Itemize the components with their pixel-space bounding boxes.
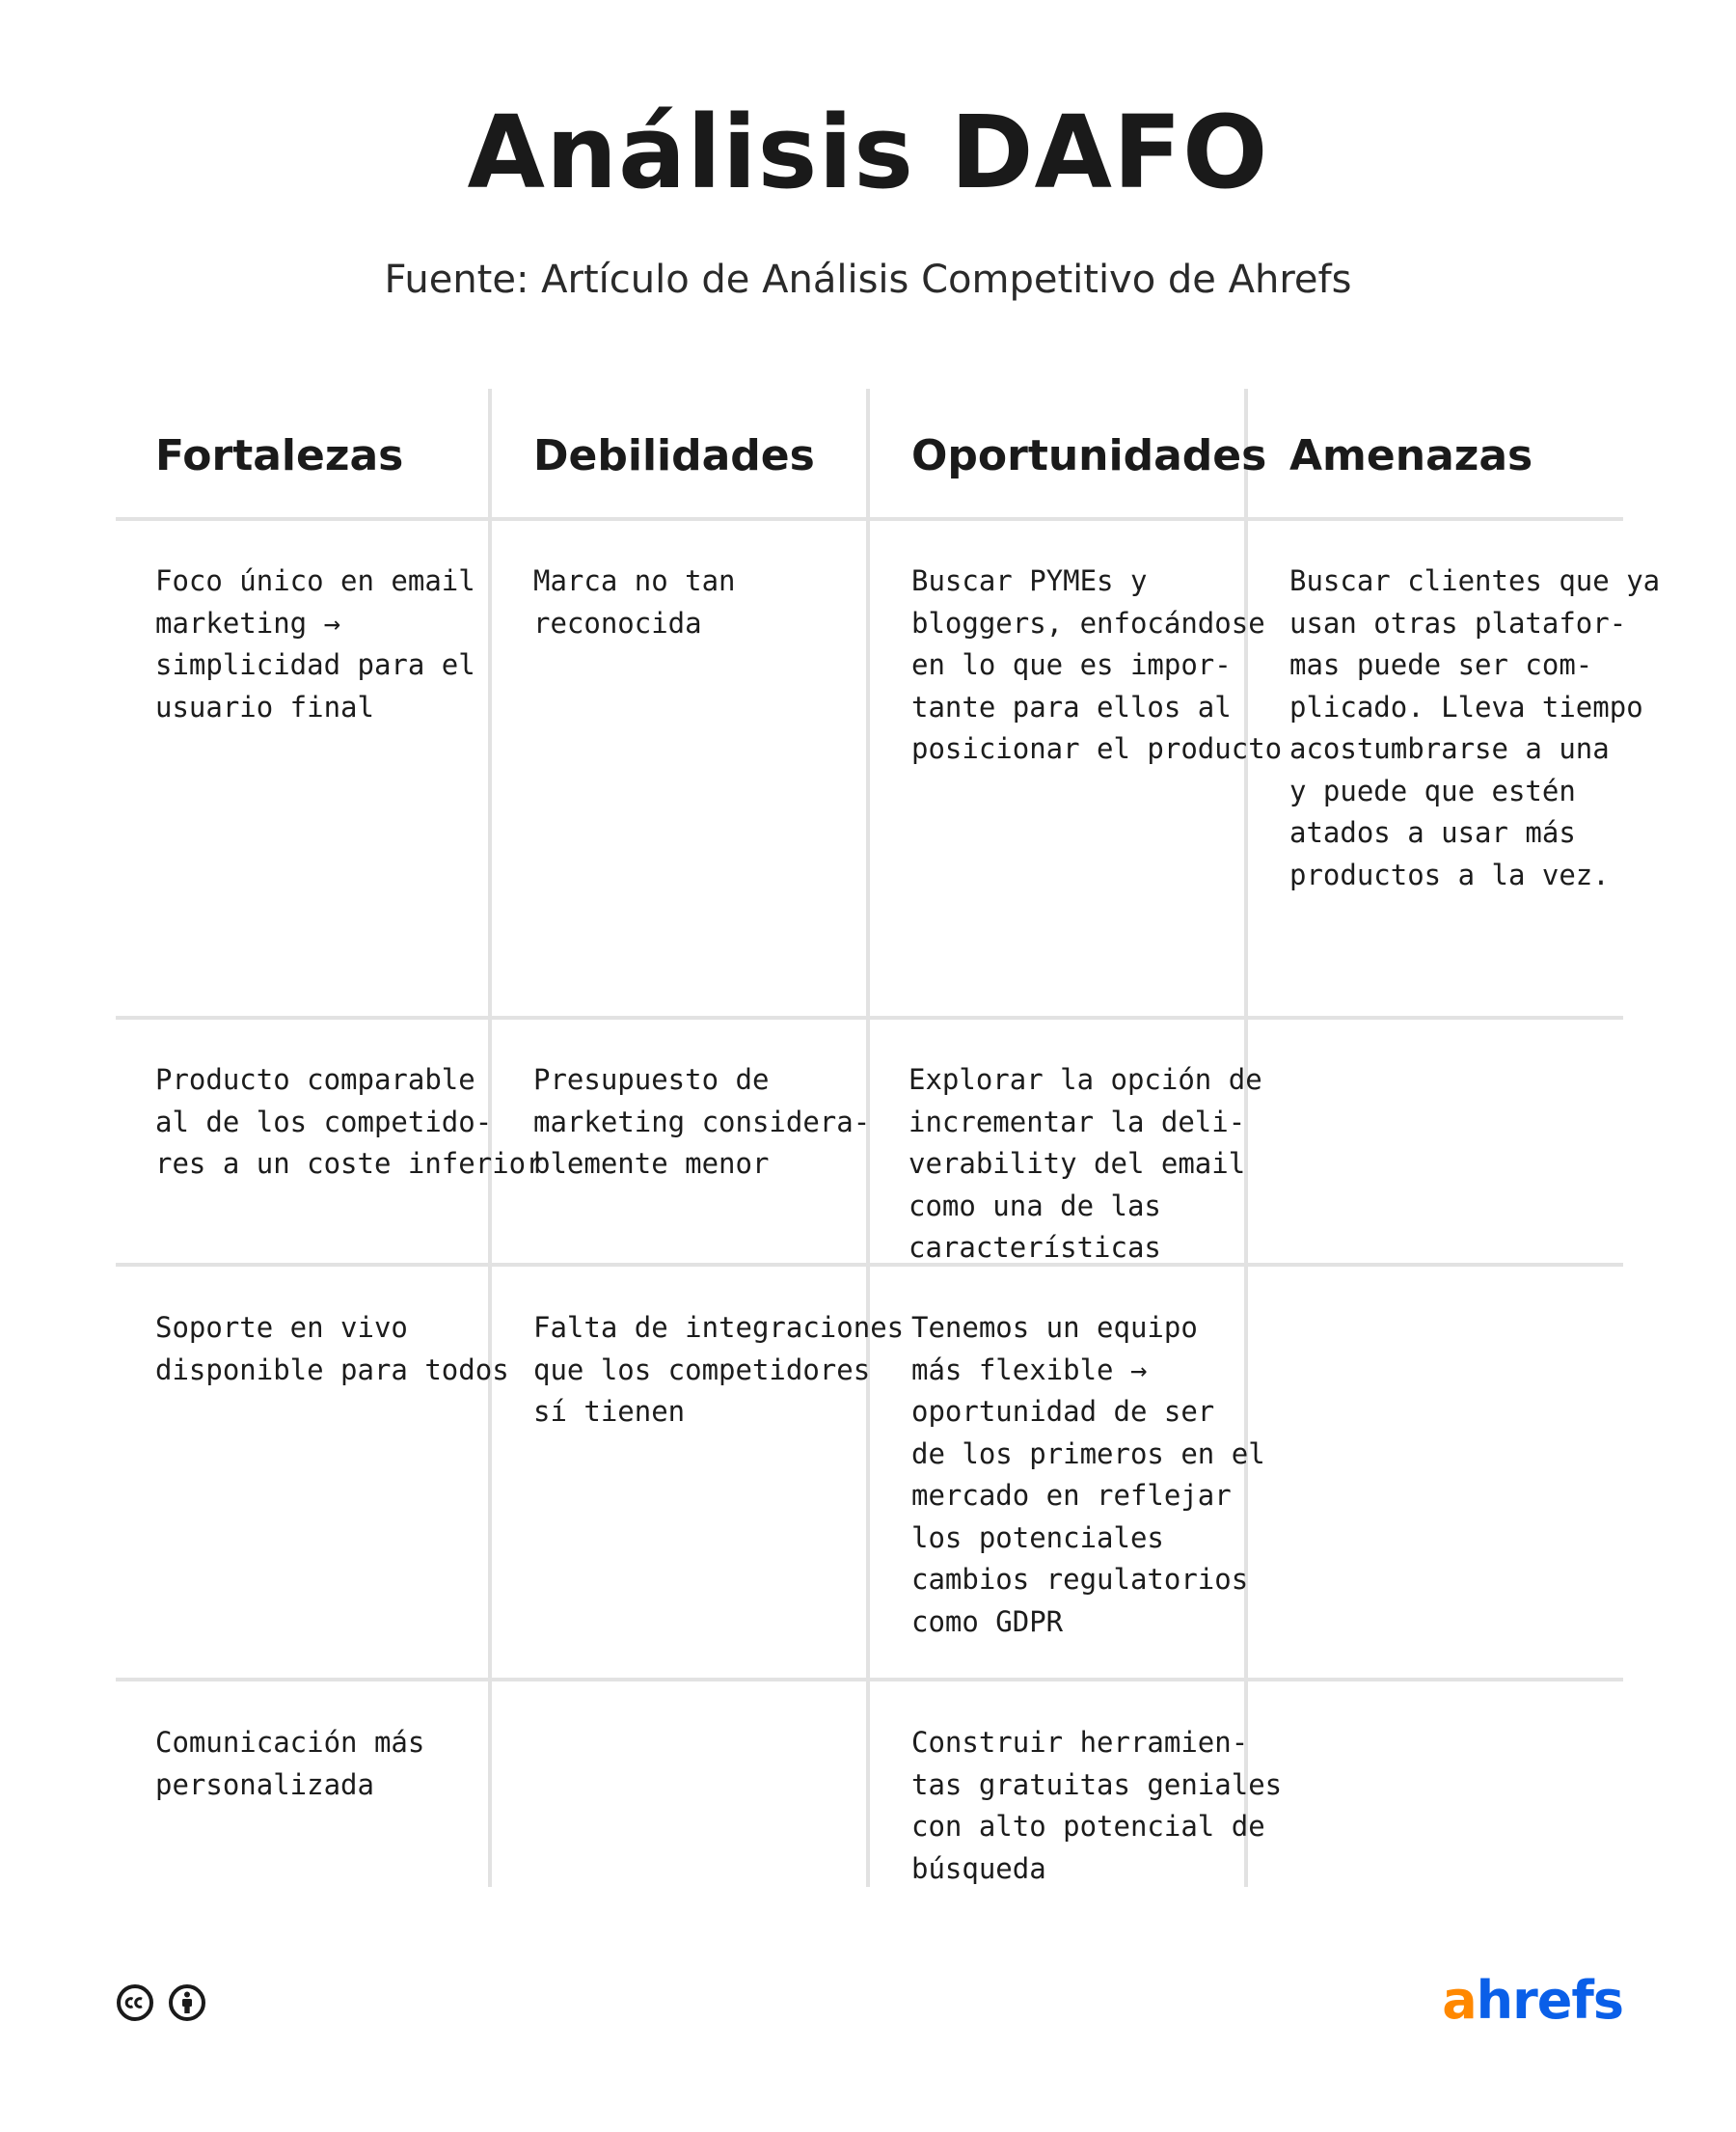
cell-line: los potenciales — [911, 1520, 1164, 1554]
cell-line: con alto potencial de — [911, 1810, 1265, 1843]
column-header-debilidades: Debilidades — [533, 431, 815, 480]
row-divider — [116, 517, 1623, 521]
cell-debilidades-1 — [533, 560, 869, 644]
cell-line: posicionar el producto — [911, 732, 1283, 765]
cell-line: reconocida — [533, 606, 702, 640]
cell-line: Falta de integraciones — [533, 1311, 905, 1344]
cell-line: Buscar PYMEs y — [911, 564, 1148, 597]
cell-debilidades-2 — [533, 1059, 869, 1186]
cell-oportunidades-1 — [911, 560, 1283, 771]
cell-line: bloggers, enfocándose — [911, 606, 1265, 640]
cell-line: res a un coste inferior — [155, 1147, 543, 1180]
cell-line: Foco único en email — [155, 564, 475, 597]
swot-table — [116, 389, 1661, 1887]
cell-fortalezas-1 — [155, 560, 491, 728]
cell-line: Buscar clientes que ya — [1289, 564, 1661, 597]
row-divider — [116, 1263, 1623, 1267]
cell-line: mas puede ser com- — [1289, 648, 1593, 681]
cell-line: tante para ellos al — [911, 690, 1232, 724]
cell-line: que los competidores — [533, 1353, 871, 1386]
cell-line: más flexible → — [911, 1353, 1148, 1386]
cell-fortalezas-3 — [155, 1307, 509, 1391]
cell-line: Explorar la opción de — [909, 1063, 1262, 1096]
column-header-oportunidades: Oportunidades — [911, 431, 1267, 480]
cell-line: usuario final — [155, 690, 374, 724]
cell-line: como una de las — [909, 1189, 1161, 1222]
cell-line: Marca no tan — [533, 564, 736, 597]
cell-line: usan otras platafor- — [1289, 606, 1627, 640]
row-divider — [116, 1678, 1623, 1681]
cell-line: acostumbrarse a una — [1289, 732, 1610, 765]
cell-line: marketing considera- — [533, 1105, 871, 1138]
cell-oportunidades-2 — [909, 1059, 1262, 1270]
ahrefs-logo — [1442, 1970, 1623, 2032]
cell-amenazas-1 — [1289, 560, 1661, 896]
cell-oportunidades-4 — [911, 1722, 1283, 1890]
cell-line: Producto comparable — [155, 1063, 475, 1096]
cell-line: simplicidad para el — [155, 648, 475, 681]
cell-fortalezas-2 — [155, 1059, 543, 1186]
cell-line: y puede que estén — [1289, 774, 1576, 807]
cell-line: productos a la vez. — [1289, 858, 1610, 891]
cell-line: tas gratuitas geniales — [911, 1767, 1283, 1801]
cell-line: disponible para todos — [155, 1353, 509, 1386]
cell-line: búsqueda — [911, 1851, 1046, 1885]
cell-line: mercado en reflejar — [911, 1479, 1232, 1512]
cell-line: sí tienen — [533, 1395, 686, 1428]
cell-line: plicado. Lleva tiempo — [1289, 690, 1643, 724]
cell-oportunidades-3 — [911, 1307, 1265, 1643]
cell-line: incrementar la deli- — [909, 1105, 1246, 1138]
cell-line: marketing → — [155, 606, 341, 640]
cell-line: al de los competido- — [155, 1105, 493, 1138]
page-subtitle: Fuente: Artículo de Análisis Competitivo de Ahrefs — [384, 258, 1352, 302]
creative-commons-icon — [116, 1983, 154, 2022]
cell-line: de los primeros en el — [911, 1436, 1265, 1470]
column-header-fortalezas: Fortalezas — [155, 431, 404, 480]
cell-line: como GDPR — [911, 1604, 1064, 1638]
column-header-amenazas: Amenazas — [1289, 431, 1533, 480]
cell-line: en lo que es impor- — [911, 648, 1232, 681]
row-divider — [116, 1016, 1623, 1020]
cell-line: verability del email — [909, 1147, 1246, 1180]
cell-line: Soporte en vivo — [155, 1311, 408, 1344]
cell-line: personalizada — [155, 1767, 374, 1801]
attribution-icon — [168, 1983, 206, 2022]
brand-rest: hrefs — [1476, 1970, 1623, 2031]
cell-line: cambios regulatorios — [911, 1563, 1249, 1596]
cell-line: Comunicación más — [155, 1726, 425, 1759]
cell-line: oportunidad de ser — [911, 1395, 1215, 1428]
license-icons — [116, 1983, 206, 2022]
brand-prefix: a — [1442, 1970, 1477, 2031]
cell-line: atados a usar más — [1289, 816, 1576, 849]
cell-line: blemente menor — [533, 1147, 770, 1180]
cell-line: Tenemos un equipo — [911, 1311, 1198, 1344]
cell-line: Construir herramien- — [911, 1726, 1249, 1759]
cell-line: características — [909, 1231, 1161, 1264]
cell-debilidades-3 — [533, 1307, 905, 1434]
page-title: Análisis DAFO — [467, 94, 1269, 211]
cell-fortalezas-4 — [155, 1722, 491, 1806]
cell-line: Presupuesto de — [533, 1063, 770, 1096]
